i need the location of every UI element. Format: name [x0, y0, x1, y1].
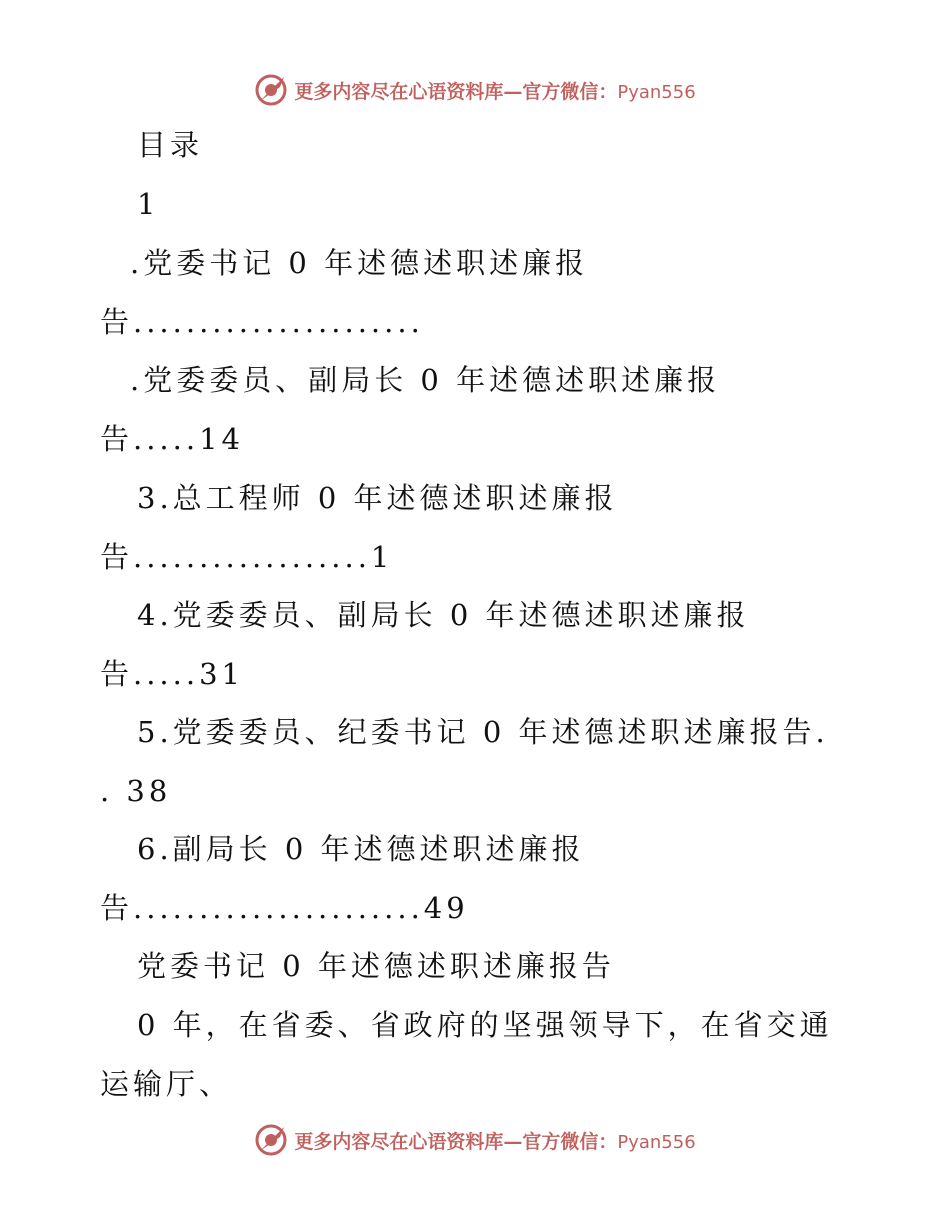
body-paragraph-line-1: 0 年，在省委、省政府的坚强领导下，在省交通 [137, 1008, 833, 1042]
banner-text: 更多内容尽在心语资料库—官方微信：Pyan556 [294, 1130, 696, 1153]
quill-logo-icon [254, 73, 288, 107]
section-title: 党委书记 0 年述德述职述廉报告 [137, 949, 615, 983]
toc-number: 1 [137, 187, 160, 221]
wechat-id: Pyan556 [617, 81, 696, 103]
quill-logo-icon [254, 1123, 288, 1157]
toc-entry-5-leader: . 38 [100, 774, 172, 808]
body-paragraph-line-2: 运输厅、 [100, 1067, 233, 1101]
toc-heading: 目录 [137, 128, 204, 162]
toc-entry-4-leader: 告.....31 [100, 657, 244, 691]
footer-banner [0, 1120, 950, 1160]
header-banner [0, 70, 950, 110]
banner-text: 更多内容尽在心语资料库—官方微信：Pyan556 [294, 80, 696, 103]
toc-entry-5: 5.党委委员、纪委书记 0 年述德述职述廉报告. [137, 715, 829, 749]
toc-entry-2-leader: 告.....14 [100, 422, 244, 456]
toc-entry-1-leader: 告...................... [100, 305, 424, 339]
toc-entry-2: .党委委员、副局长 0 年述德述职述廉报 [130, 363, 721, 397]
toc-entry-4: 4.党委委员、副局长 0 年述德述职述廉报 [137, 598, 750, 632]
toc-entry-6-leader: 告......................49 [100, 891, 469, 925]
toc-entry-3-leader: 告..................1 [100, 540, 394, 574]
wechat-id: Pyan556 [617, 1131, 696, 1153]
toc-entry-6: 6.副局长 0 年述德述职述廉报 [137, 832, 585, 866]
toc-entry-3: 3.总工程师 0 年述德述职述廉报 [137, 481, 618, 515]
toc-entry-1: .党委书记 0 年述德述职述廉报 [130, 246, 589, 280]
